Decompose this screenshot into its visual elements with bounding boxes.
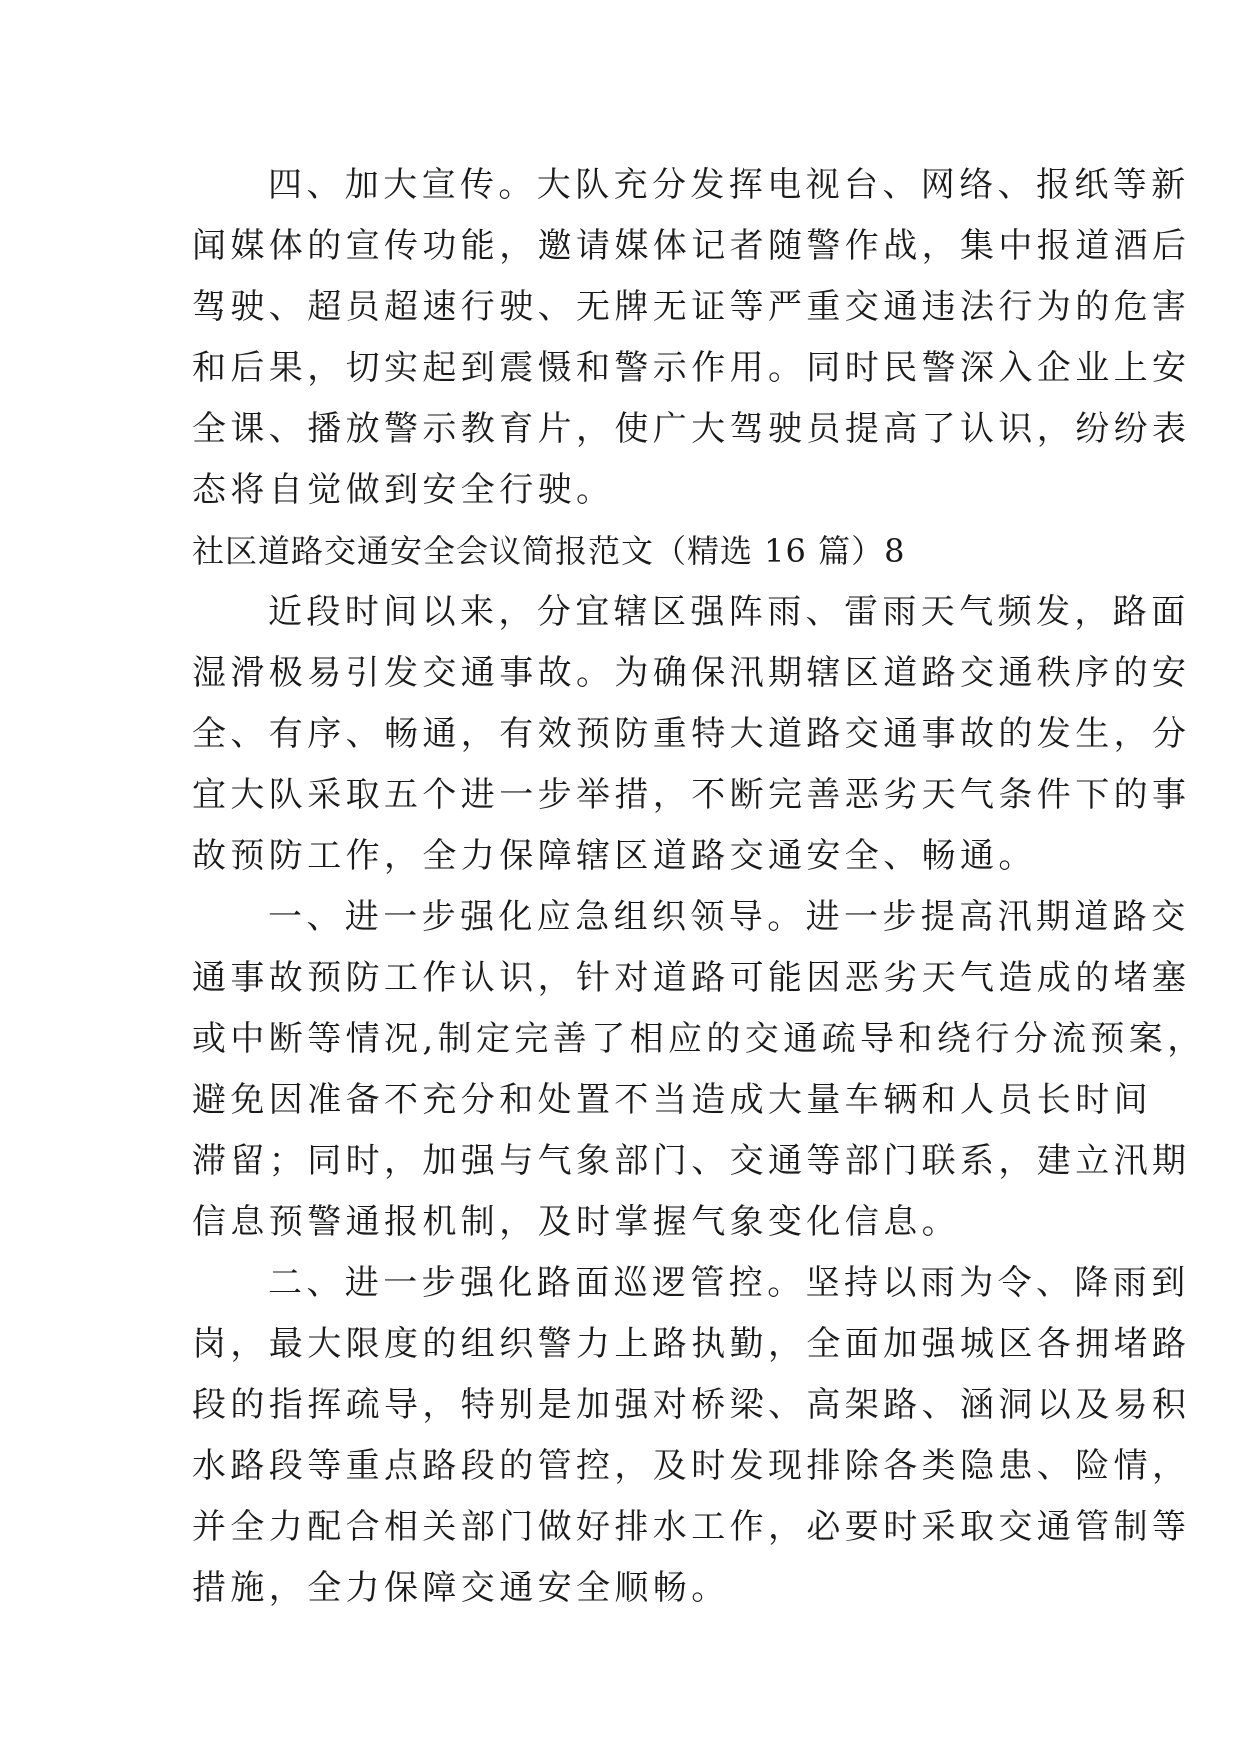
text-line: 近段时间以来，分宜辖区强阵雨、雷雨天气频发，路面 [268, 592, 1190, 632]
text-line: 故预防工作，全力保障辖区道路交通安全、畅通。 [192, 836, 1037, 876]
text-line: 闻媒体的宣传功能，邀请媒体记者随警作战，集中报道酒后 [192, 226, 1191, 266]
text-line: 全、有序、畅通，有效预防重特大道路交通事故的发生，分 [192, 714, 1191, 754]
text-line: 四、加大宣传。大队充分发挥电视台、网络、报纸等新 [268, 165, 1190, 205]
text-line: 一、进一步强化应急组织领导。进一步提高汛期道路交 [268, 897, 1190, 937]
text-line: 态将自觉做到安全行驶。 [192, 470, 615, 510]
text-line: 驾驶、超员超速行驶、无牌无证等严重交通违法行为的危害 [192, 287, 1191, 327]
text-line: 全课、播放警示教育片，使广大驾驶员提高了认识，纷纷表 [192, 409, 1191, 449]
text-line: 和后果，切实起到震慑和警示作用。同时民警深入企业上安 [192, 348, 1191, 388]
text-line: 段的指挥疏导，特别是加强对桥梁、高架路、涵洞以及易积 [192, 1385, 1191, 1425]
text-line: 并全力配合相关部门做好排水工作，必要时采取交通管制等 [192, 1507, 1191, 1547]
text-line: 通事故预防工作认识，针对道路可能因恶劣天气造成的堵塞 [192, 958, 1191, 998]
text-line: 岗，最大限度的组织警力上路执勤，全面加强城区各拥堵路 [192, 1324, 1191, 1364]
text-line: 措施，全力保障交通安全顺畅。 [192, 1568, 730, 1608]
text-line: 水路段等重点路段的管控，及时发现排除各类隐患、险情， [192, 1446, 1191, 1486]
text-line: 避免因准备不充分和处置不当造成大量车辆和人员长时间 [192, 1080, 1152, 1120]
text-line: 或中断等情况,制定完善了相应的交通疏导和绕行分流预案， [192, 1019, 1206, 1059]
section-title: 社区道路交通安全会议简报范文（精选 16 篇）8 [192, 532, 906, 570]
document-body [192, 155, 1206, 1619]
text-line: 宜大队采取五个进一步举措，不断完善恶劣天气条件下的事 [192, 775, 1191, 815]
text-line: 信息预警通报机制，及时掌握气象变化信息。 [192, 1202, 960, 1242]
text-line: 二、进一步强化路面巡逻管控。坚持以雨为令、降雨到 [268, 1263, 1190, 1303]
text-line: 滞留；同时，加强与气象部门、交通等部门联系，建立汛期 [192, 1141, 1191, 1181]
text-line: 湿滑极易引发交通事故。为确保汛期辖区道路交通秩序的安 [192, 653, 1191, 693]
